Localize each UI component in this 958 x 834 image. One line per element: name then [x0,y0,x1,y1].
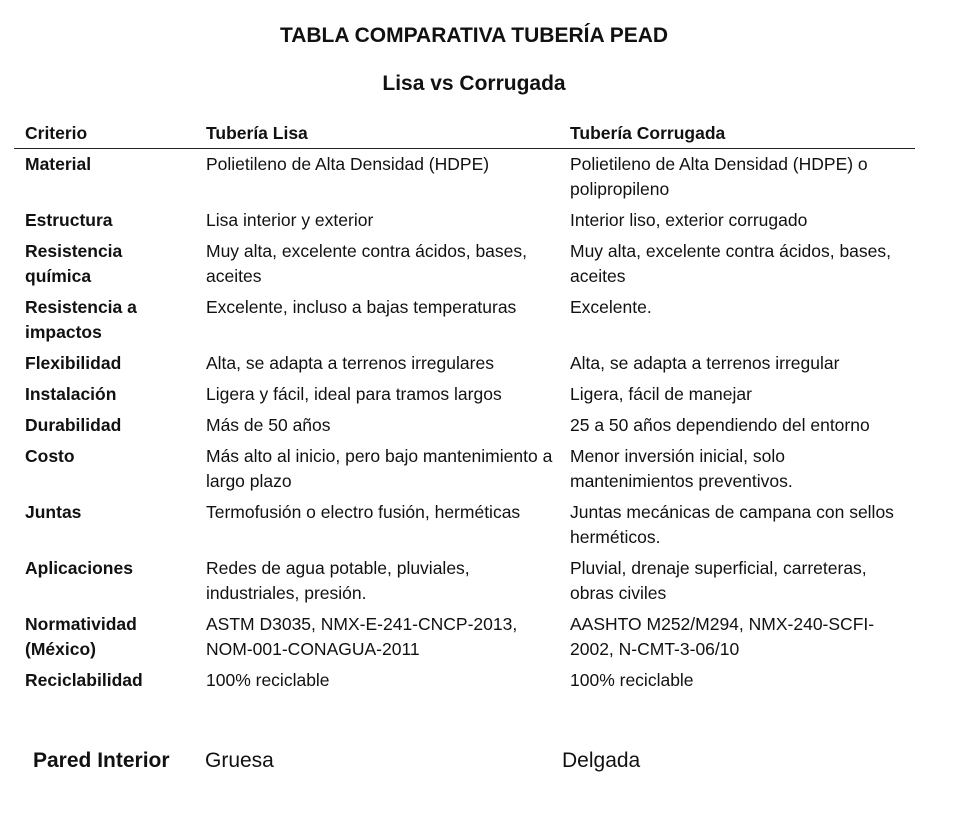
criterion-cell: Instalación [25,384,117,404]
lisa-cell: Polietileno de Alta Densidad (HDPE) [206,154,490,174]
criterion-cell: Normatividad (México) [25,614,137,659]
lisa-cell: Más de 50 años [206,415,331,435]
pared-interior-corrugada-value: Delgada [562,749,641,772]
lisa-cell: Lisa interior y exterior [206,210,374,230]
lisa-cell: ASTM D3035, NMX-E-241-CNCP-2013, NOM-001-CONAGUA-2011 [206,614,518,659]
corrugada-cell: 25 a 50 años dependiendo del entorno [570,415,870,435]
table-row [14,411,915,442]
table-row [14,554,915,610]
criterion-cell: Costo [25,446,75,466]
lisa-cell: Alta, se adapta a terrenos irregulares [206,353,494,373]
corrugada-cell: Interior liso, exterior corrugado [570,210,808,230]
lisa-cell: 100% reciclable [206,670,330,690]
criterion-cell: Resistencia química [25,241,123,286]
header-tuberia-corrugada: Tubería Corrugada [559,119,915,149]
corrugada-cell: Alta, se adapta a terrenos irregular [570,353,840,373]
criterion-cell: Resistencia a impactos [25,297,137,342]
table-row [14,610,915,666]
corrugada-cell: Ligera, fácil de manejar [570,384,752,404]
corrugada-cell: Excelente. [570,297,652,317]
page-subtitle: Lisa vs Corrugada [382,72,566,95]
corrugada-cell: Polietileno de Alta Densidad (HDPE) o polipropileno [570,154,868,199]
lisa-cell: Más alto al inicio, pero bajo mantenimiento a largo plazo [206,446,553,491]
table-row [14,442,915,498]
table-row [14,380,915,411]
corrugada-cell: Pluvial, drenaje superficial, carreteras, obras civiles [570,558,867,603]
criterion-cell: Flexibilidad [25,353,122,373]
table-header-row [14,119,915,149]
criterion-cell: Reciclabilidad [25,670,143,690]
lisa-cell: Muy alta, excelente contra ácidos, bases, aceites [206,241,528,286]
corrugada-cell: AASHTO M252/M294, NMX-240-SCFI-2002, N-CMT-3-06/10 [570,614,875,659]
lisa-cell: Ligera y fácil, ideal para tramos largos [206,384,502,404]
criterion-cell: Aplicaciones [25,558,133,578]
criterion-cell: Estructura [25,210,113,230]
lisa-cell: Redes de agua potable, pluviales, industriales, presión. [206,558,470,603]
corrugada-cell: 100% reciclable [570,670,694,690]
header-tuberia-lisa: Tubería Lisa [195,119,559,149]
pared-interior-label: Pared Interior [33,749,170,772]
table-row [14,666,915,697]
corrugada-cell: Menor inversión inicial, solo mantenimientos preventivos. [570,446,793,491]
criterion-cell: Material [25,154,92,174]
table-row [14,293,915,349]
pared-interior-lisa-value: Gruesa [205,749,274,772]
criterion-cell: Juntas [25,502,82,522]
criterion-cell: Durabilidad [25,415,122,435]
corrugada-cell: Muy alta, excelente contra ácidos, bases, aceites [570,241,892,286]
lisa-cell: Excelente, incluso a bajas temperaturas [206,297,517,317]
lisa-cell: Termofusión o electro fusión, herméticas [206,502,521,522]
table-row [14,237,915,293]
table-row [14,498,915,554]
page-title: TABLA COMPARATIVA TUBERÍA PEAD [279,24,669,47]
table-row [14,349,915,380]
corrugada-cell: Juntas mecánicas de campana con sellos herméticos. [570,502,894,547]
comparison-table [14,119,915,697]
table-row [14,149,915,207]
header-criterio: Criterio [14,119,195,149]
comparison-table-container [14,119,915,697]
table-row [14,206,915,237]
